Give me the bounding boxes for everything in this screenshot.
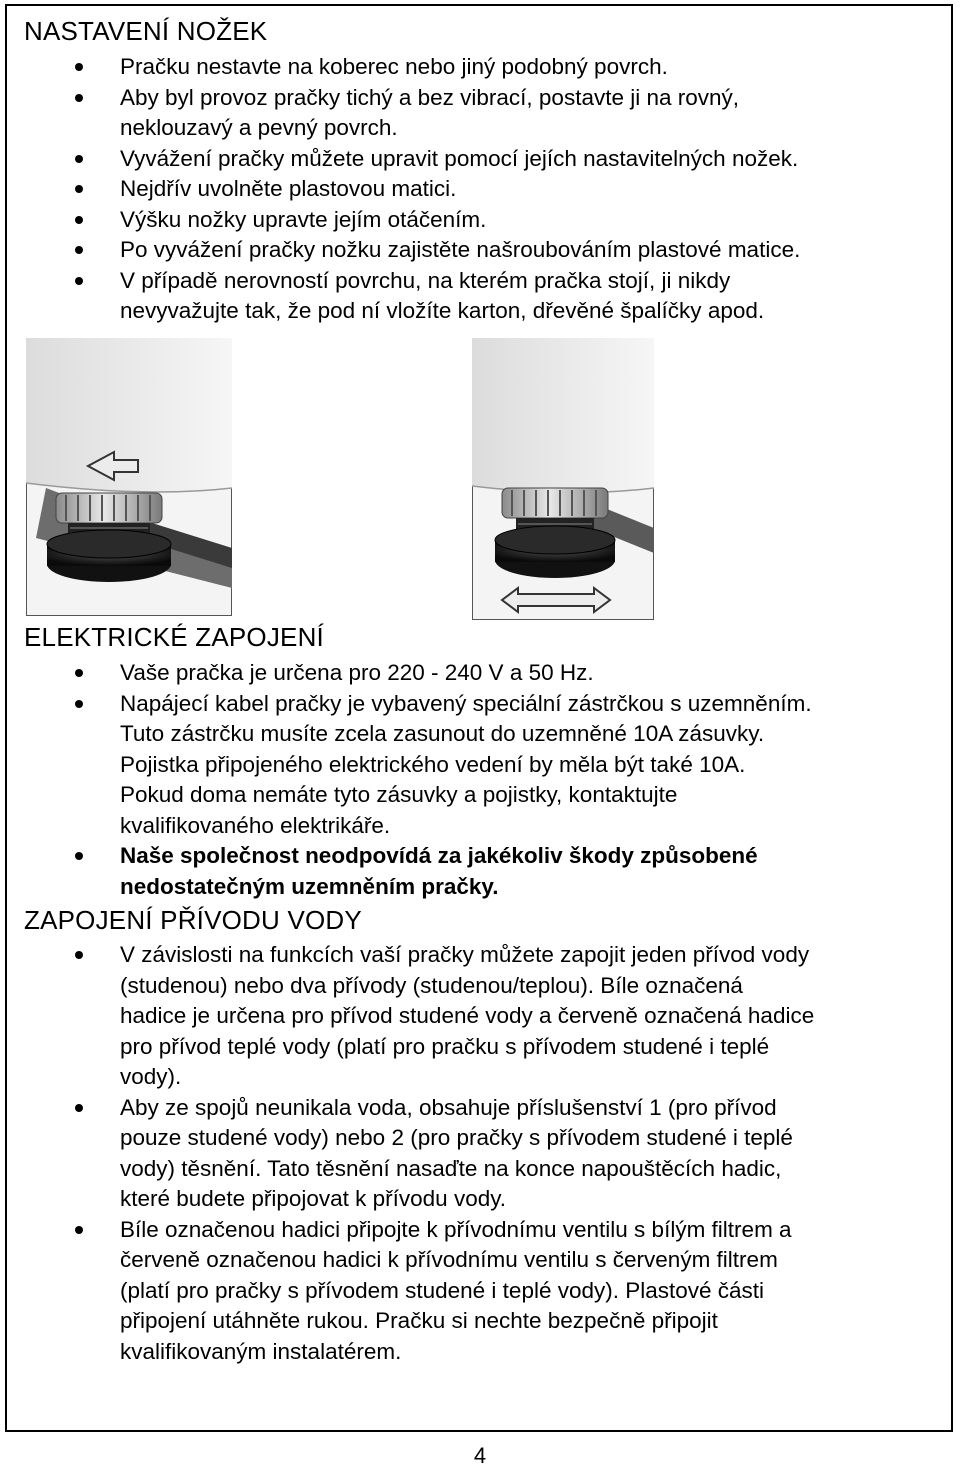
list-item: Aby byl provoz pračky tichý a bez vibrací, postavte ji na rovný, neklouzavý a pevný povrch. [0,83,960,144]
list-item: V případě nerovností povrchu, na kterém pračka stojí, ji nikdy nevyvažujte tak, že pod ní vložíte karton, dřevěné špalíčky apod. [0,266,960,327]
list-item: Aby ze spojů neunikala voda, obsahuje příslušenství 1 (pro přívod pouze studené vody) nebo 2 (pro pračky s přívodem studené i teplé vody) těsnění. Tato těsnění nasaďte na konce napouštěcích hadic, které budete připojovat k přívodu vody. [0,1093,960,1215]
list-item: Nejdřív uvolněte plastovou matici. [0,174,960,205]
list-item: Výšku nožky upravte jejím otáčením. [0,205,960,236]
heading-zapojeni-privodu-vody: ZAPOJENÍ PŘÍVODU VODY [24,905,362,935]
page-number: 4 [473,1443,487,1468]
list-elektricke-zapojeni [0,658,960,902]
heading-nastaveni-nozek: NASTAVENÍ NOŽEK [24,16,268,46]
list-nastaveni-nozek [0,52,960,327]
list-item: Po vyvážení pračky nožku zajistěte našroubováním plastové matice. [0,235,960,266]
list-item: Napájecí kabel pračky je vybavený speciální zástrčkou s uzemněním. Tuto zástrčku musíte zcela zasunout do uzemněné 10A zásuvky. Pojistka připojeného elektrického vedení by měla být také 10A. Pokud doma nemáte tyto zásuvky a pojistky, kontaktujte kvalifikovaného elektrikáře. [0,689,960,842]
foot-adjust-illustration [472,338,654,620]
list-item: Pračku nestavte na koberec nebo jiný podobný povrch. [0,52,960,83]
list-item: Vaše pračka je určena pro 220 - 240 V a 50 Hz. [0,658,960,689]
list-item: Vyvážení pračky můžete upravit pomocí jejích nastavitelných nožek. [0,144,960,175]
list-item-warning: Naše společnost neodpovídá za jakékoliv škody způsobené nedostatečným uzemněním pračky. [0,841,960,902]
list-item: V závislosti na funkcích vaší pračky můžete zapojit jeden přívod vody (studenou) nebo dva přívody (studenou/teplou). Bíle označená hadice je určena pro přívod studené vody a červeně označená hadice pro přívod teplé vody (platí pro pračku s přívodem studené i teplé vody). [0,940,960,1093]
list-zapojeni-privodu-vody [0,940,960,1367]
foot-loosen-illustration [26,338,232,616]
list-item: Bíle označenou hadici připojte k přívodnímu ventilu s bílým filtrem a červeně označenou hadici k přívodnímu ventilu s červeným filtrem (platí pro pračky s přívodem studené i teplé vody). Plastové části připojení utáhněte rukou. Pračku si nechte bezpečně připojit kvalifikovaným instalatérem. [0,1215,960,1368]
heading-elektricke-zapojeni: ELEKTRICKÉ ZAPOJENÍ [24,622,324,652]
